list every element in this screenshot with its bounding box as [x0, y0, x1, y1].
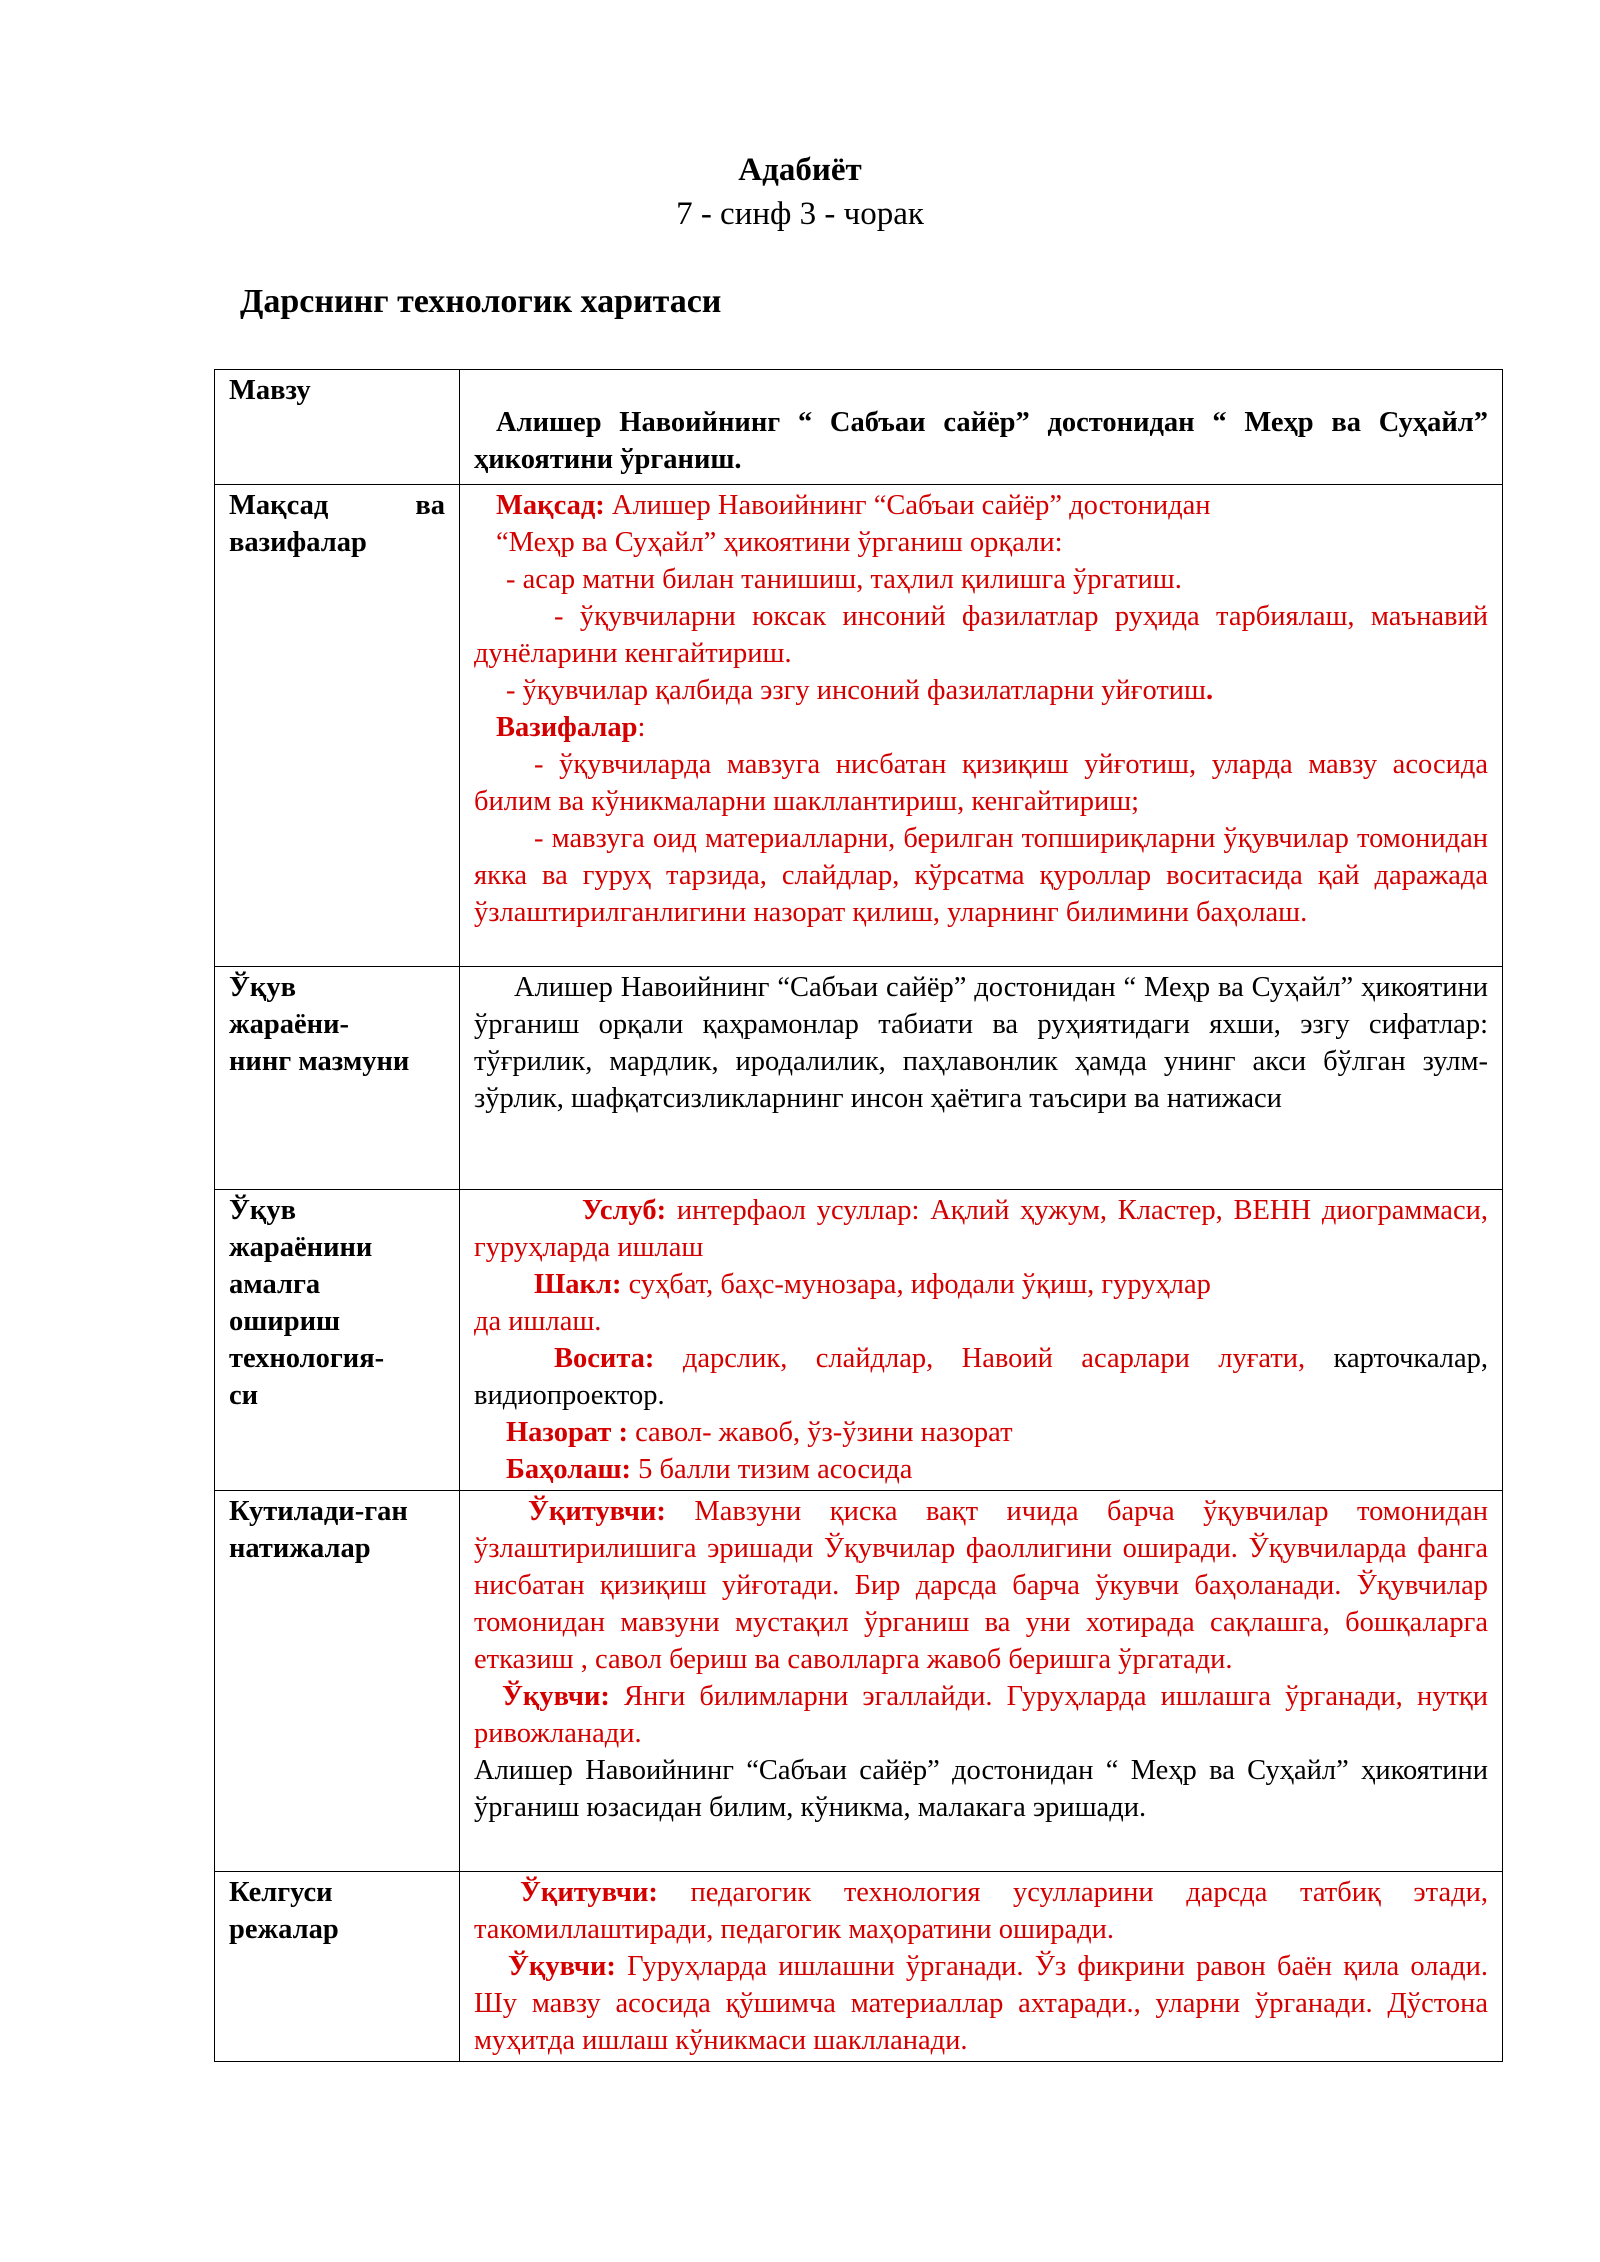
- style-head: Услуб:: [582, 1195, 667, 1226]
- row-label-content: [215, 967, 460, 1190]
- goal-head: Мақсад:: [496, 490, 605, 521]
- row-label-line: жараёни-: [229, 1009, 349, 1040]
- row-label-line: нинг мазмуни: [229, 1046, 410, 1077]
- row-label-line: амалга: [229, 1269, 321, 1300]
- form-line: Шакл: суҳбат, баҳс-мунозара, ифодали ўқиш, гуруҳлар: [534, 1269, 1211, 1300]
- row-label-line: Кутилади-ган: [229, 1496, 408, 1527]
- goals-cell: [460, 485, 1503, 967]
- results-student: Ўқувчи: Янги билимларни эгаллайди. Гуруҳларда ишлашга ўрганади, нутқи ривожланади.: [474, 1681, 1488, 1749]
- task-item: - ўқувчиларда мавзуга нисбатан қизиқиш уйғотиш, уларда мавзу асосида билим ва кўникмаларни шакллантириш, кенгайтириш;: [474, 749, 1488, 817]
- row-label-results: [215, 1491, 460, 1872]
- control-line: Назорат : савол- жавоб, ўз-ўзини назорат: [506, 1417, 1013, 1448]
- table-row: [215, 967, 1503, 1190]
- content-text: Алишер Навоийнинг “Сабъаи сайёр” достонидан “ Меҳр ва Суҳайл” ҳикоятини ўрганиш орқали қаҳрамонлар табиати ва руҳиятидаги яхши, эзгу сифатлар: тўғрилик, мардлик, иродалилик, паҳлавонлик ҳамда унинг акси бўлган зулм-зўрлик, шафқатсизликларнинг инсон ҳаётига таъсири ва натижаси: [474, 972, 1488, 1114]
- table-row: [215, 1491, 1503, 1872]
- goal-item: - ўқувчиларни юксак инсоний фазилатлар руҳида тарбиялаш, маънавий дунёларини кенгайтириш.: [474, 601, 1488, 669]
- control-head: Назорат :: [506, 1417, 628, 1448]
- means-head: Восита:: [554, 1343, 655, 1374]
- table-row: [215, 485, 1503, 967]
- future-teacher: Ўқитувчи: педагогик технология усулларини дарсда татбиқ этади, такомиллаштиради, педагогик маҳоратини оширади.: [474, 1877, 1488, 1945]
- row-label-line: режалар: [229, 1914, 339, 1945]
- means-line: Восита: дарслик, слайдлар, Навоий асарлари луғати, карточкалар, видиопроектор.: [474, 1343, 1488, 1411]
- table-row: [215, 1872, 1503, 2062]
- row-label-line: технология-: [229, 1343, 385, 1374]
- student-head: Ўқувчи:: [508, 1951, 616, 1982]
- student-head: Ўқувчи:: [502, 1681, 610, 1712]
- future-student: Ўқувчи: Гуруҳларда ишлашни ўрганади. Ўз фикрини равон баён қила олади. Шу мавзу асосида қўшимча материаллар ахтаради., уларни ўрганади. Дўстона муҳитда ишлаш кўникмаси шаклланади.: [474, 1951, 1488, 2056]
- table-row: [215, 370, 1503, 485]
- page-subtitle: 7 - синф 3 - чорак: [676, 196, 924, 232]
- row-label-topic: Мавзу: [215, 370, 460, 485]
- future-cell: [460, 1872, 1503, 2062]
- teacher-head: Ўқитувчи:: [528, 1496, 666, 1527]
- row-label-line: вазифалар: [229, 527, 367, 558]
- row-label-line: ошириш: [229, 1306, 341, 1337]
- goal-intro: Мақсад: Алишер Навоийнинг “Сабъаи сайёр” достонидан: [496, 490, 1211, 521]
- topic-cell: [460, 370, 1503, 485]
- content-cell: [460, 967, 1503, 1190]
- style-line: Услуб: интерфаол усуллар: Ақлий ҳужум, Кластер, ВЕНН диограммаси, гуруҳларда ишлаш: [474, 1195, 1488, 1263]
- tasks-head: Вазифалар: [496, 712, 638, 743]
- row-label-line: Мақсад ва: [229, 490, 445, 521]
- row-label-line: Келгуси: [229, 1877, 333, 1908]
- row-label-line: жараёнини: [229, 1232, 373, 1263]
- results-cell: [460, 1491, 1503, 1872]
- teacher-head: Ўқитувчи:: [520, 1877, 658, 1908]
- goal-item: - ўқувчилар қалбида эзгу инсоний фазилатларни уйғотиш.: [506, 675, 1214, 706]
- row-label-future: [215, 1872, 460, 2062]
- form-line-2: да ишлаш.: [474, 1306, 602, 1337]
- tasks-intro: Вазифалар:: [496, 712, 646, 743]
- row-label-line: Ўқув: [229, 1195, 296, 1226]
- lesson-map-table: [214, 369, 1503, 2062]
- row-label-goals: [215, 485, 460, 967]
- row-label-line: Ўқув: [229, 972, 296, 1003]
- topic-text: Алишер Навоийнинг “ Сабъаи сайёр” достонидан “ Меҳр ва Суҳайл” ҳикоятини ўрганиш.: [474, 407, 1488, 475]
- results-summary: Алишер Навоийнинг “Сабъаи сайёр” достонидан “ Меҳр ва Суҳайл” ҳикоятини ўрганиш юзасидан билим, кўникма, малакага эришади.: [474, 1755, 1488, 1823]
- row-label-line: си: [229, 1380, 259, 1411]
- row-label-line: натижалар: [229, 1533, 371, 1564]
- goal-item: - асар матни билан танишиш, таҳлил қилишга ўргатиш.: [506, 564, 1182, 595]
- grading-head: Баҳолаш:: [506, 1454, 632, 1485]
- task-item: - мавзуга оид материалларни, берилган топшириқларни ўқувчилар томонидан якка ва гуруҳ тарзида, слайдлар, кўрсатма қуроллар воситасида қай даражада ўзлаштирилганлигини назорат қилиш, уларнинг билимини баҳолаш.: [474, 823, 1488, 928]
- section-title: Дарснинг технологик харитаси: [240, 283, 722, 320]
- table-row: [215, 1190, 1503, 1491]
- goal-intro-2: “Меҳр ва Суҳайл” ҳикоятини ўрганиш орқали:: [496, 527, 1063, 558]
- form-head: Шакл:: [534, 1269, 622, 1300]
- page-title: Адабиёт: [738, 152, 862, 188]
- row-label-technology: [215, 1190, 460, 1491]
- grading-line: Баҳолаш: 5 балли тизим асосида: [506, 1454, 913, 1485]
- results-teacher: Ўқитувчи: Мавзуни қиска вақт ичида барча ўқувчилар томонидан ўзлаштирилишига эришади Ўқувчилар фаоллигини оширади. Ўқувчиларда фанга нисбатан қизиқиш уйғотади. Бир дарсда барча ўкувчи баҳоланади. Ўқувчилар томонидан мавзуни мустақил ўрганиш ва уни хотирада сақлашга, бошқаларга етказиш , савол бериш ва саволларга жавоб беришга ўргатади.: [474, 1496, 1488, 1675]
- technology-cell: [460, 1190, 1503, 1491]
